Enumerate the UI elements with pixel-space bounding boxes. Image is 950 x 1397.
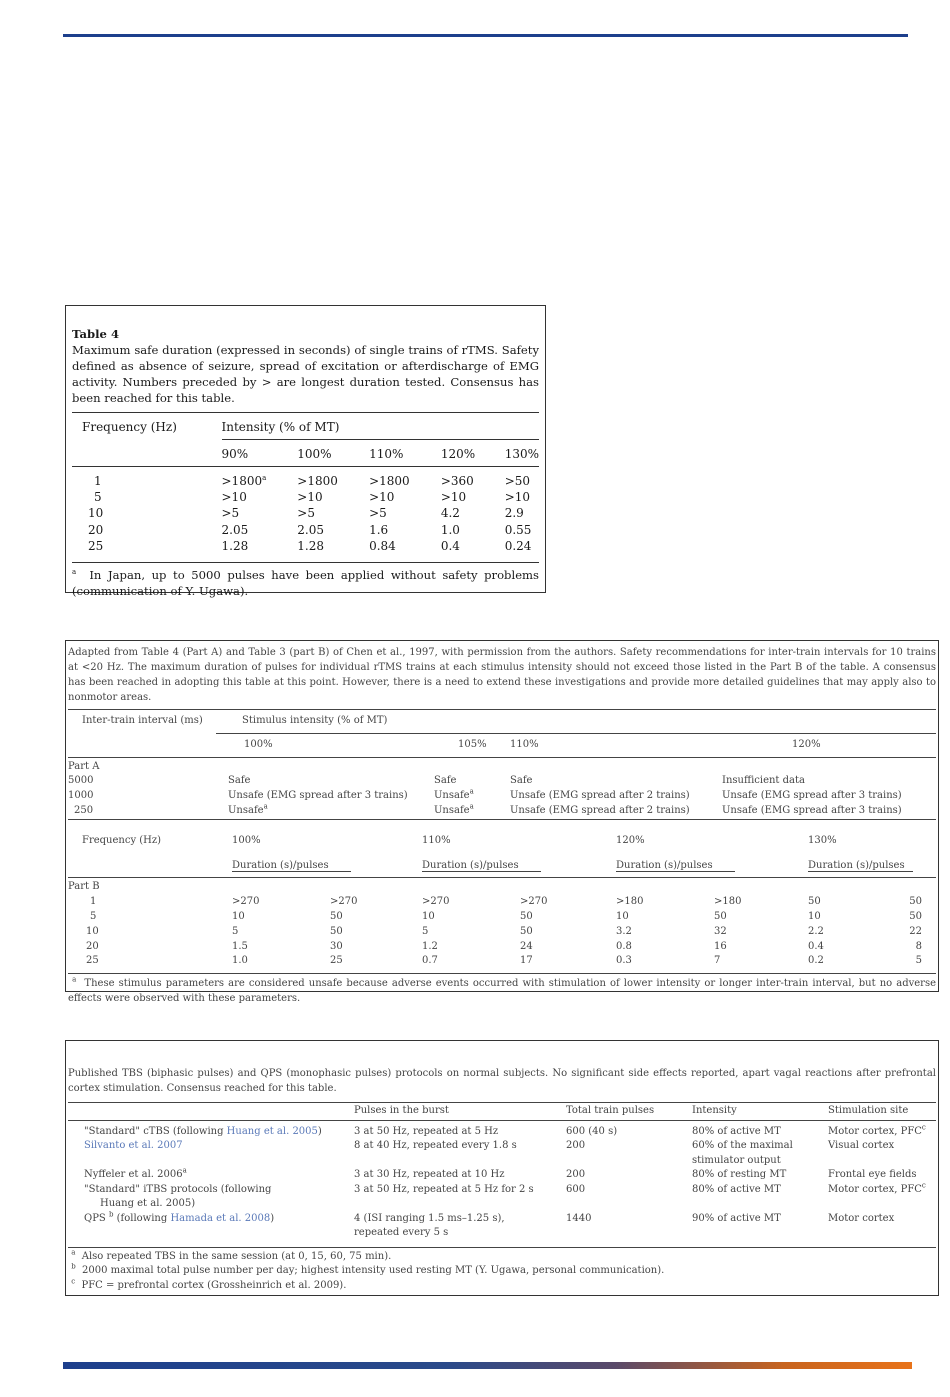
table-row: "Standard" cTBS (following Huang et al. 2005) 3 at 50 Hz, repeated at 5 Hz 600 (40 s) 80% of active MT Motor cortex, PFC$^c$ [84, 1123, 926, 1137]
table-5-footnote: $^a$ These stimulus parameters are considered unsafe because adverse events occurred with stimulation of lower intensity or longer inter-train interval, but no adverse effects were observed with these parameters. [68, 973, 936, 1006]
table-row: "Standard" iTBS protocols (following Huang et al. 2005) 3 at 50 Hz, repeated at 5 Hz for 2 s 600 80% of active MT Motor cortex, PFC$^c$ [84, 1181, 926, 1209]
table-6-footnote-a: $^a$ Also repeated TBS in the same session (at 0, 15, 60, 75 min). [71, 1248, 392, 1262]
table-4-intensity-header: Intensity (% of MT) [222, 413, 540, 440]
table-4-col-120: 120% [441, 440, 505, 467]
table-6-grid [68, 1102, 936, 1241]
table-4 [65, 305, 546, 599]
table-6-footnote-c: $^c$ PFC = prefrontal cortex (Grossheinrich et al. 2009). [71, 1277, 347, 1291]
table-row: 5000 Safe Safe Safe Insufficient data [68, 775, 805, 787]
table-6-footnote-b: $^b$ 2000 maximal total pulse number per day; highest intensity used resting MT (Y. Ugawa, personal communication). [71, 1262, 665, 1276]
table-6-footnotes [68, 1247, 936, 1294]
table-row: 10 5 50 5 50 3.2 32 2.2 22 [86, 925, 922, 937]
table-4-caption: Maximum safe duration (expressed in seconds) of single trains of rTMS. Safety defined as absence of seizure, spread of excitation or afterdischarge of EMG activity. Numbers preceded by > are longest duration tested. Consensus has been reached for this table. [72, 343, 539, 405]
table-row: Nyffeler et al. 2006$^a$ 3 at 30 Hz, repeated at 10 Hz 200 80% of resting MT Frontal eye fields [84, 1166, 917, 1180]
table-5 [65, 640, 939, 1005]
table-row: 1 >270 >270 >270 >270 >180 >180 50 50 [90, 896, 922, 908]
table-4-col-130: 130% [505, 440, 539, 467]
table-6-caption: Published TBS (biphasic pulses) and QPS (monophasic pulses) protocols on normal subjects. No significant side effects reported, apart vagal reactions after prefrontal cortex stimulation. Consensus reached for this table. [68, 1068, 936, 1094]
table-4-frequency-header: Frequency (Hz) [82, 420, 177, 434]
table-6-header-row: Pulses in the burst Total train pulses Intensity Stimulation site [68, 1103, 936, 1121]
table-row: 1 $>1800^a$ >1800 >1800 >360 >50 [94, 474, 531, 488]
table-row: QPS $^b$ (following Hamada et al. 2008) 4 (ISI ranging 1.5 ms–1.25 s), repeated every 5 s 1440 90% of active MT Motor cortex [84, 1210, 895, 1238]
table-row: 20 2.05 2.05 1.6 1.0 0.55 [88, 522, 532, 537]
table-4-grid [72, 413, 539, 554]
table-4-col-100: 100% [297, 440, 369, 467]
table-6 [65, 1040, 939, 1296]
table-5-grid: Inter-train interval (ms) Stimulus intensity (% of MT) 100% 105% 110% 120% Part A 5000 Safe Safe Safe Insufficient data 1000 Unsafe (EMG spread after 3 trains) Unsafe$^a$ Unsafe (EMG spread after 2 trains) Unsafe (EMG spread after 3 trains) 250 Unsafe$^a$ Unsafe$^a$ Unsafe (EMG spread after 2 trains) Unsafe (EMG spread after 3 trains) Frequency (Hz) 100% 110% 120% 130% Duration (s)/pulses Duration (s)/pulses Duration (s)/pulses Duration (s)/pulses Part B 1 >270 >270 >270 >270 >180 >180 50 50 5 10 50 10 50 10 50 10 50 10 5 50 5 50 3.2 32 2.2 22 20 1.5 30 1.2 24 0.8 16 0.4 8 25 1.0 25 0.7 17 0.3 7 0.2 5 [68, 710, 936, 969]
table-row: 20 1.5 30 1.2 24 0.8 16 0.4 8 [86, 940, 922, 952]
table-5-intensity-header: Stimulus intensity (% of MT) [216, 710, 936, 733]
table-5-iti-header: Inter-train interval (ms) [82, 715, 203, 726]
footer-gradient-rule [63, 1362, 912, 1369]
header-rule [63, 34, 908, 37]
table-4-label: Table 4 [72, 327, 120, 341]
table-row: 25 1.28 1.28 0.84 0.4 0.24 [88, 538, 532, 553]
table-row: Silvanto et al. 2007 8 at 40 Hz, repeated every 1.8 s 200 60% of the maximal stimulator output Visual cortex [84, 1140, 895, 1166]
table-4-col-90: 90% [222, 440, 298, 467]
table-5-frequency-header: Frequency (Hz) [68, 819, 216, 852]
table-row: 5 >10 >10 >10 >10 >10 [94, 490, 531, 505]
table-row: 250 Unsafe$^a$ Unsafe$^a$ Unsafe (EMG spread after 2 trains) Unsafe (EMG spread after 3 trains) [74, 802, 902, 816]
table-5-caption: Adapted from Table 4 (Part A) and Table 3 (part B) of Chen et al., 1997, with permission from the authors. Safety recommendations for inter-train intervals for 10 trains at <20 Hz. The maximum duration of pulses for individual rTMS trains at each stimulus intensity should not exceed those listed in the Part B of the table. A consensus has been reached in adopting this table at this point. However, there is a need to extend these investigations and provide more detailed guidelines that may apply also to nonmotor areas. [68, 647, 936, 703]
table-4-footnote: $^a$ In Japan, up to 5000 pulses have been applied without safety problems (communication of Y. Ugawa). [72, 562, 539, 599]
table-row: 5 10 50 10 50 10 50 10 50 [90, 910, 922, 922]
table-4-col-110: 110% [369, 440, 441, 467]
table-row: 10 >5 >5 >5 4.2 2.9 [88, 506, 524, 521]
table-row: 25 1.0 25 0.7 17 0.3 7 0.2 5 [86, 955, 922, 967]
table-row: 1000 Unsafe (EMG spread after 3 trains) Unsafe$^a$ Unsafe (EMG spread after 2 trains) Unsafe (EMG spread after 3 trains) [68, 787, 902, 802]
